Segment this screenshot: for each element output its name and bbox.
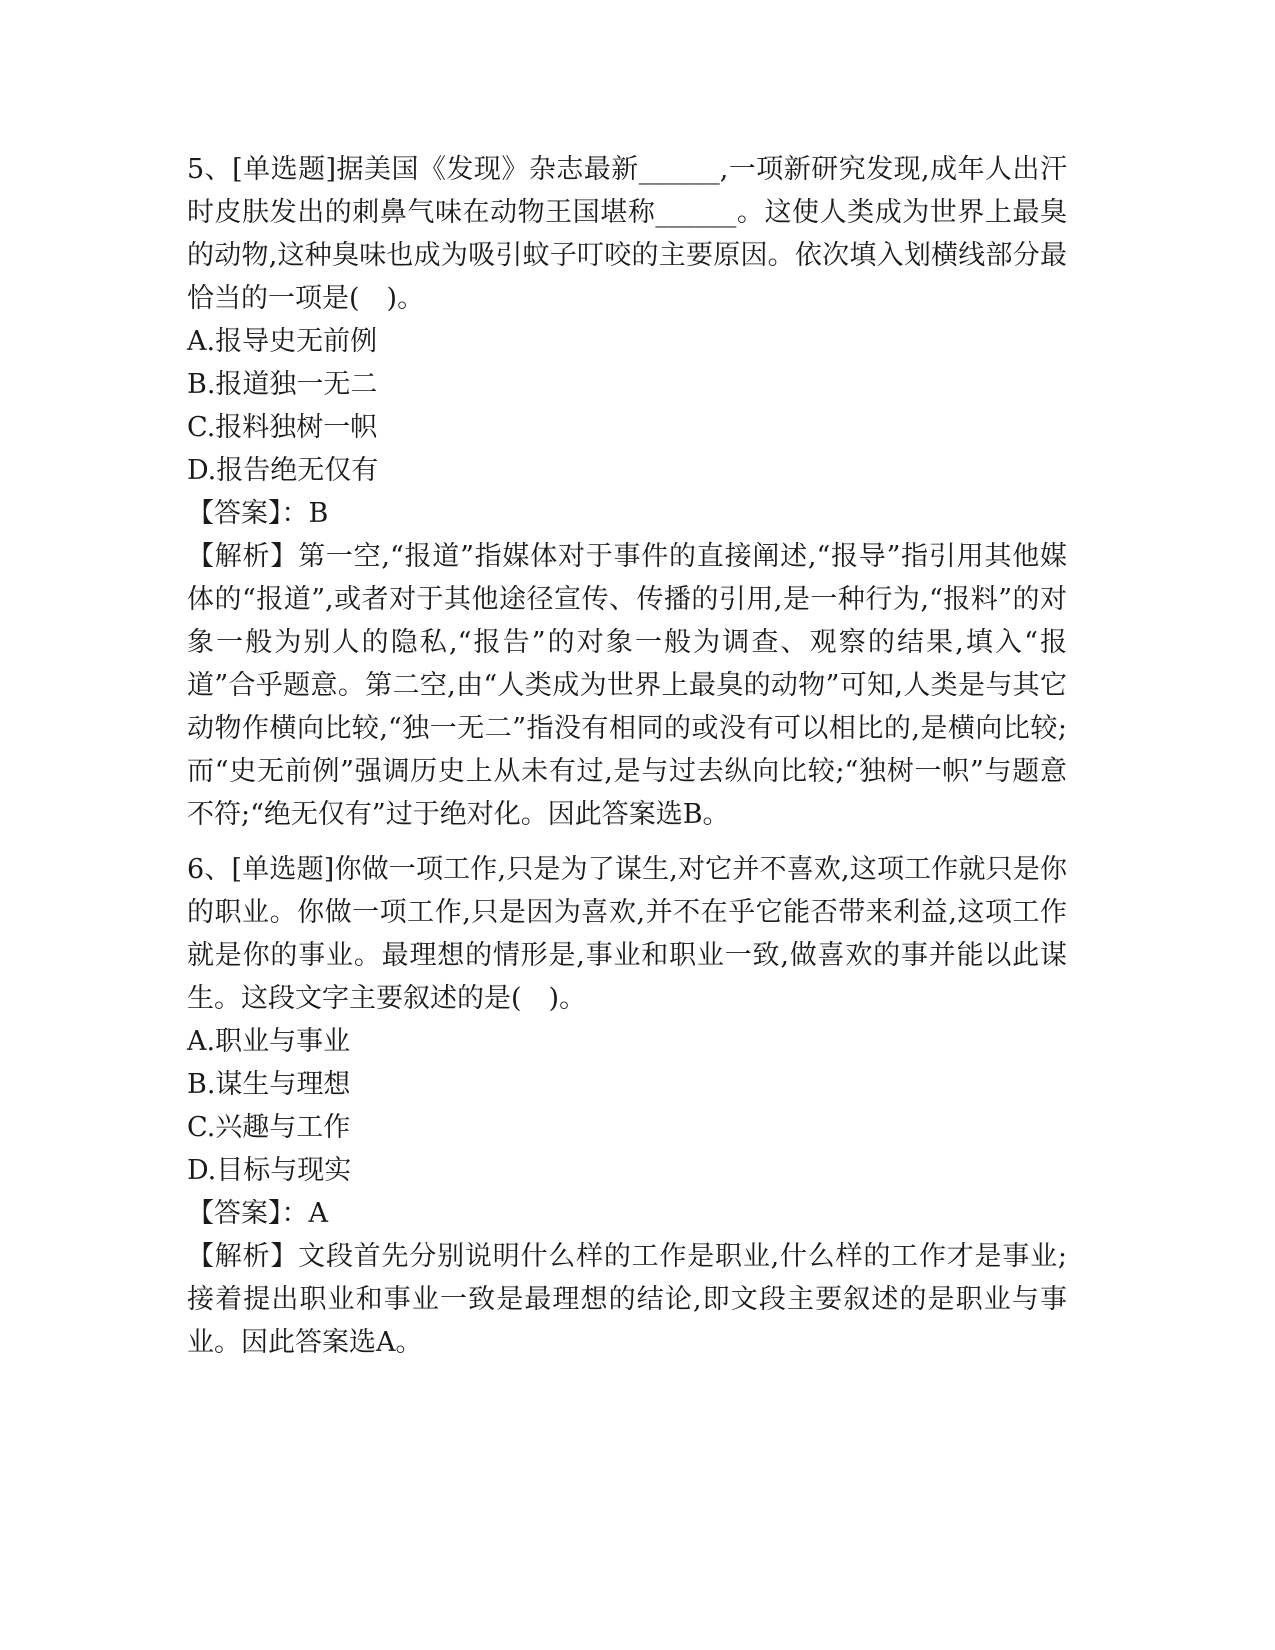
question-stem: 5、[单选题]据美国《发现》杂志最新______,一项新研究发现,成年人出汗时皮肤发出的刺鼻气味在动物王国堪称______。这使人类成为世界上最臭的动物,这种臭味也成为吸引蚊子叮咬的主要原因。依次填入划横线部分最恰当的一项是( )。	[187, 154, 1067, 314]
option-list	[187, 1020, 1067, 1192]
question-5	[187, 148, 1067, 836]
explanation	[187, 1235, 1067, 1364]
answer-separator: ：	[281, 498, 309, 529]
option-a: A.职业与事业	[187, 1026, 351, 1057]
answer-label: 【答案】	[187, 498, 282, 529]
option-c: C.兴趣与工作	[187, 1112, 351, 1143]
option-b: B.谋生与理想	[187, 1069, 351, 1100]
option-b: B.报道独一无二	[187, 369, 378, 400]
option-list	[187, 320, 1067, 492]
option-d: D.目标与现实	[187, 1155, 352, 1186]
answer-value: A	[308, 1198, 328, 1229]
option-a: A.报导史无前例	[187, 326, 378, 357]
answer-separator: ：	[281, 1198, 309, 1229]
explanation-text: 文段首先分别说明什么样的工作是职业,什么样的工作才是事业;接着提出职业和事业一致是最理想的结论,即文段主要叙述的是职业与事业。因此答案选A。	[187, 1241, 1067, 1358]
option-c: C.报料独树一帜	[187, 412, 378, 443]
explanation	[187, 535, 1067, 836]
question-stem: 6、[单选题]你做一项工作,只是为了谋生,对它并不喜欢,这项工作就只是你的职业。你做一项工作,只是因为喜欢,并不在乎它能否带来利益,这项工作就是你的事业。最理想的情形是,事业和职业一致,做喜欢的事并能以此谋生。这段文字主要叙述的是( )。	[187, 854, 1067, 1014]
explanation-label: 【解析】	[187, 1241, 299, 1272]
explanation-label: 【解析】	[187, 541, 299, 572]
answer-value: B	[308, 498, 329, 529]
answer-line	[187, 492, 1067, 535]
answer-label: 【答案】	[187, 1198, 282, 1229]
option-d: D.报告绝无仅有	[187, 455, 379, 486]
explanation-text: 第一空,“报道”指媒体对于事件的直接阐述,“报导”指引用其他媒体的“报道”,或者对于其他途径宣传、传播的引用,是一种行为,“报料”的对象一般为别人的隐私,“报告”的对象一般为调查、观察的结果,填入“报道”合乎题意。第二空,由“人类成为世界上最臭的动物”可知,人类是与其它动物作横向比较,“独一无二”指没有相同的或没有可以相比的,是横向比较;而“史无前例”强调历史上从未有过,是与过去纵向比较;“独树一帜”与题意不符;“绝无仅有”过于绝对化。因此答案选B。	[187, 541, 1067, 830]
answer-line	[187, 1192, 1067, 1235]
document-page	[187, 148, 1067, 1364]
question-6	[187, 848, 1067, 1364]
